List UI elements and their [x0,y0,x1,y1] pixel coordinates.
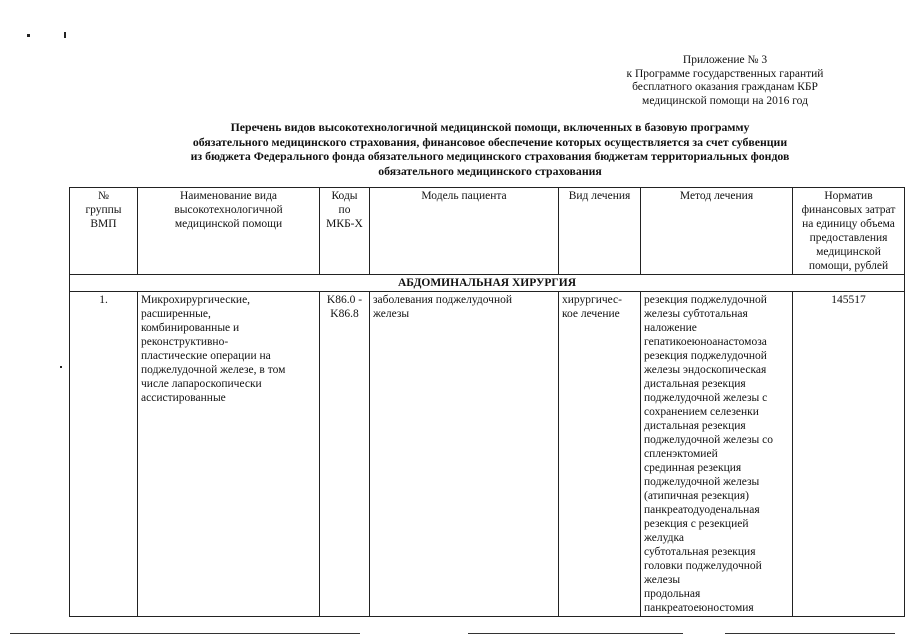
appendix-line: медицинской помощи на 2016 год [642,94,808,107]
footer-line [725,633,895,634]
scan-speck [64,32,66,38]
cell-number: 1. [70,292,138,617]
title-line: из бюджета Федерального фонда обязательного медицинского страхования бюджетам территориальных фондов [190,149,790,163]
appendix-note [585,54,865,108]
header-number: № группы ВМП [70,188,138,275]
footer-line [468,633,683,634]
header-codes: Коды по МКБ-X [320,188,370,275]
vmp-table [69,187,905,617]
table-header-row [70,188,905,275]
cell-model: заболевания поджелудочной железы [370,292,559,617]
scan-speck [60,366,62,368]
appendix-line: к Программе государственных гарантий [626,67,824,80]
header-cost: Норматив финансовых затрат на единицу объема предоставления медицинской помощи, рублей [793,188,905,275]
document-title [120,120,860,178]
footer-line [10,633,360,634]
cell-cost: 145517 [793,292,905,617]
section-row [70,275,905,292]
appendix-line: Приложение № 3 [682,54,768,66]
header-treatment-type: Вид лечения [559,188,641,275]
section-title: АБДОМИНАЛЬНАЯ ХИРУРГИЯ [70,275,905,292]
header-name: Наименование вида высокотехнологичной медицинской помощи [138,188,320,275]
table-row [70,292,905,617]
title-line: обязательного медицинского страхования, финансовое обеспечение которых осуществляется за счет субвенции [192,134,788,149]
title-line: Перечень видов высокотехнологичной медицинской помощи, включенных в базовую программу [230,120,750,134]
appendix-line: бесплатного оказания гражданам КБР [632,81,818,93]
cell-treatment-type: хирургичес- кое лечение [559,292,641,617]
scan-speck [27,34,30,37]
header-method: Метод лечения [641,188,793,275]
cell-name: Микрохирургические, расширенные, комбинированные и реконструктивно- пластические операции на поджелудочной железе, в том числе лапароскопически ассистированные [138,292,320,617]
title-line: обязательного медицинского страхования [378,163,602,178]
header-model: Модель пациента [370,188,559,275]
cell-codes: K86.0 - K86.8 [320,292,370,617]
cell-method: резекция поджелудочной железы субтотальная наложение гепатикоеюноанастомоза резекция поджелудочной железы эндоскопическая дистальная резекция поджелудочной железы с сохранением селезенки дистальная резекция поджелудочной железы со спленэктомией срединная резекция поджелудочной железы (атипичная резекция) панкреатодуоденальная резекция с резекцией желудка субтотальная резекция головки поджелудочной железы продольная панкреатоеюностомия [641,292,793,617]
